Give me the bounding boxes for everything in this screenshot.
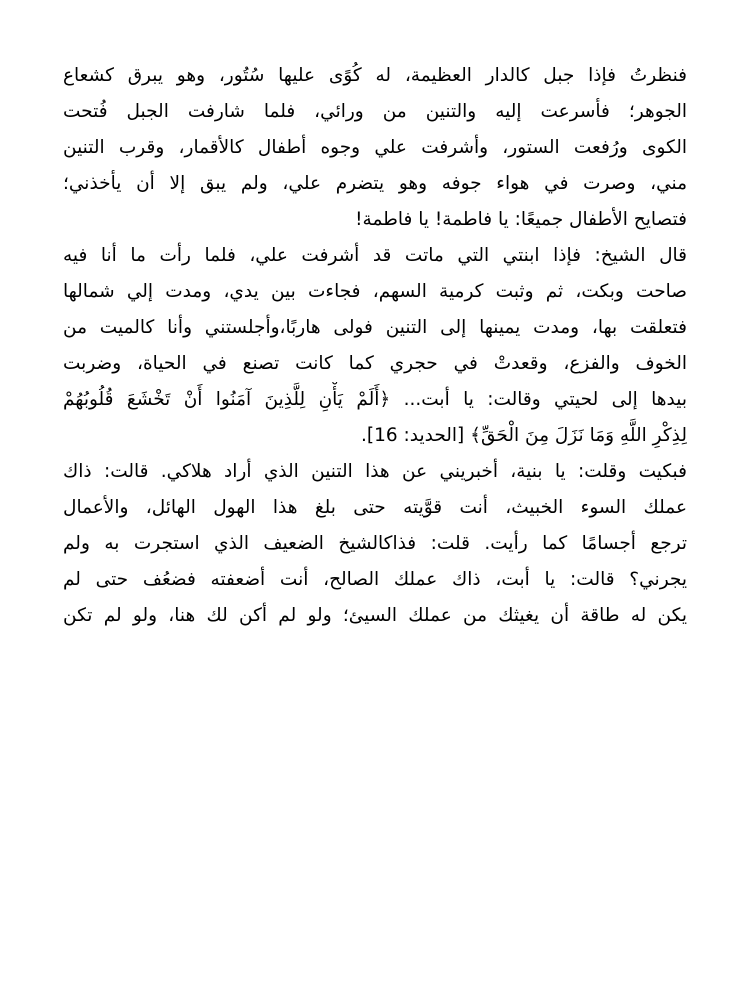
paragraph-1 [63, 58, 687, 238]
paragraph-3 [63, 454, 687, 634]
text-line: لِذِكْرِ اللَّهِ وَمَا نَزَلَ مِنَ الْحَقِّ﴾ [الحديد: 16]. [361, 425, 687, 446]
document-page [63, 58, 687, 634]
text-line: فبكيت وقلت: يا بنية، أخبريني عن هذا التنين الذي أراد هلاكي. قالت: ذاك [63, 461, 687, 482]
text-line: بيدها إلى لحيتي وقالت: يا أبت... ﴿أَلَمْ يَأْنِ لِلَّذِينَ آمَنُوا أَنْ تَخْشَعَ قُلُوبُهُمْ [63, 389, 687, 410]
text-line: الجوهر؛ فأسرعت إليه والتنين من ورائي، فلما شارفت الجبل فُتحت [63, 101, 687, 122]
text-line: عملك السوء الخبيث، أنت قوَّيته حتى بلغ هذا الهول الهائل، والأعمال [63, 497, 687, 518]
text-line: فنظرتُ فإذا جبل كالدار العظيمة، له كُوًى عليها سُتُور، وهو يبرق كشعاع [63, 65, 687, 86]
text-line: صاحت وبكت، ثم وثبت كرمية السهم، فجاءت بين يدي، ومدت إلي شمالها [63, 281, 687, 302]
text-line: الكوى ورُفعت الستور، وأشرفت علي وجوه أطفال كالأقمار، وقرب التنين [63, 137, 687, 158]
text-line: فتصايح الأطفال جميعًا: يا فاطمة! يا فاطمة! [355, 209, 687, 230]
text-line: فتعلقت بها، ومدت يمينها إلى التنين فولى هاربًا،وأجلستني وأنا كالميت من [63, 317, 687, 338]
text-line: ترجع أجسامًا كما رأيت. قلت: فذاكالشيخ الضعيف الذي استجرت به ولم [63, 533, 687, 554]
text-line: قال الشيخ: فإذا ابنتي التي ماتت قد أشرفت علي، فلما رأت ما أنا فيه [63, 245, 687, 266]
text-line: الخوف والفزع، وقعدتْ في حجري كما كانت تصنع في الحياة، وضربت [63, 353, 687, 374]
text-line: يجرني؟ قالت: يا أبت، ذاك عملك الصالح، أنت أضعفته فضعُف حتى لم [63, 569, 687, 590]
text-line: مني، وصرت في هواء جوفه وهو يتضرم علي، ولم يبق إلا أن يأخذني؛ [63, 173, 687, 194]
text-line: يكن له طاقة أن يغيثك من عملك السيئ؛ ولو لم أكن لك هنا، ولو لم تكن [63, 605, 687, 626]
paragraph-2 [63, 238, 687, 454]
